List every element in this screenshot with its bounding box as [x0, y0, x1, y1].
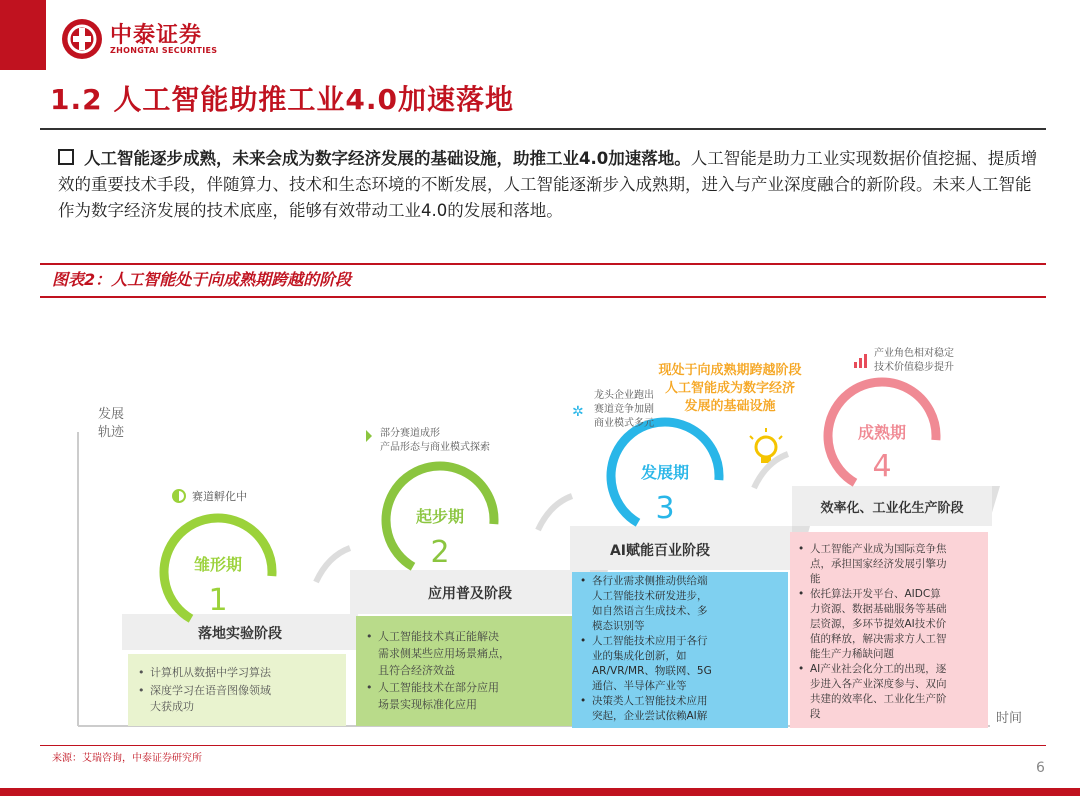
- stage-arrow-1: [316, 548, 350, 582]
- stage-1-name: 雏形期: [193, 555, 243, 574]
- stage-4-step-label: 效率化、工业化生产阶段: [820, 501, 964, 516]
- stage-1-note: 赛道孵化中: [192, 490, 247, 503]
- stage-1-details: • 计算机从数据中学习算法 • 深度学习在语音图像领域 大获成功: [138, 666, 271, 713]
- source-rule: [40, 745, 1046, 746]
- stage-1-group: [122, 489, 365, 726]
- stage-4-details: • 人工智能产业成为国际竞争焦 点，承担国家经济发展引擎功 能 • 依托算法开发平台、AIDC算 力资源、数据基础服务等基础 层资源，多环节提效AI技术价 值的释放，解决需求方人工智 能生产力稀缺问题 • AI产业社会化分工的出现，逐 步进入各产业深度参与、双向 共建的效率化、工业化生产阶 段: [798, 543, 947, 720]
- brand-logo-icon: [62, 19, 102, 59]
- page-number: 6: [1036, 760, 1045, 776]
- stage-3-name: 发展期: [640, 463, 690, 482]
- stage-1-detail-2a: 深度学习在语音图像领域: [150, 684, 271, 697]
- body-paragraph: [58, 146, 1038, 224]
- stage-2-name: 起步期: [415, 507, 465, 526]
- stage-4-group: [790, 346, 1000, 728]
- stage-2-note-1: 部分赛道成形: [380, 428, 440, 439]
- stage-3-step-label: AI赋能百业阶段: [609, 543, 711, 559]
- brand-name: 中泰证券: [110, 23, 203, 48]
- stage-2-note-2: 产品形态与商业模式探索: [380, 442, 490, 453]
- stage-1-detail-2b: 大获成功: [150, 700, 194, 713]
- stage-4-name: 成熟期: [857, 423, 907, 442]
- stage-2-group: [350, 426, 608, 726]
- body-lead: 人工智能逐步成熟，未来会成为数字经济发展的基础设施，助推工业4.0加速落地。: [84, 149, 691, 168]
- highlight-line-3: 发展的基础设施: [684, 399, 776, 414]
- brand-subtitle: ZHONGTAI SECURITIES: [110, 46, 218, 55]
- title-divider: [40, 128, 1046, 130]
- stage-3-note-2: 赛道竞争加剧: [594, 404, 654, 415]
- highlight-line-1: 现处于向成熟期跨越阶段: [658, 363, 802, 378]
- stage-3-details: • 各行业需求侧推动供给端 人工智能技术研发进步， 如自然语言生成技术、多 模态识别等 • 人工智能技术应用于各行 业的集成化创新，如 AR/VR/MR、物联网、5G 通信、半导体产业等 • 决策类人工智能技术应用 突起，企业尝试依赖AI解: [580, 575, 712, 722]
- source-note: 来源：艾瑞咨询，中泰证券研究所: [52, 753, 202, 764]
- stage-1-detail-1a: 计算机从数据中学习算法: [150, 666, 271, 679]
- sparkle-icon: ✲: [572, 404, 584, 420]
- caption-bottom-rule: [40, 296, 1046, 298]
- stage-1-step-label: 落地实验阶段: [198, 626, 282, 642]
- stage-diagram-svg: [60, 320, 1040, 740]
- y-axis-label-1: 发展: [98, 407, 125, 422]
- stage-4-note-1: 产业角色相对稳定: [874, 348, 954, 359]
- highlight-line-2: 人工智能成为数字经济: [664, 381, 796, 396]
- stage-2-details: • 人工智能技术真正能解决 需求侧某些应用场景痛点， 且符合经济效益 • 人工智能技术在部分应用 场景实现标准化应用: [366, 630, 510, 711]
- stage-4-number: 4: [872, 449, 892, 484]
- body-text: 人工智能是助力工业实现数据价值挖掘、提质增效的重要技术手段，伴随算力、技术和生态环境的不断发展，人工智能逐渐步入成熟期，进入与产业深度融合的新阶段。未来人工智能作为数字经济发展的技术底座，能够有效带动工业4.0的发展和落地。: [58, 149, 1038, 220]
- y-axis-label-2: 轨迹: [98, 425, 125, 440]
- page-title: 1.2 人工智能助推工业4.0加速落地: [50, 83, 514, 116]
- stage-arrow-2: [538, 496, 572, 530]
- square-bullet-icon: [58, 149, 74, 165]
- stage-3-number: 3: [655, 491, 675, 526]
- bar-chart-icon: [854, 354, 867, 368]
- stage-2-step-label: 应用普及阶段: [428, 586, 512, 602]
- stage-2-number: 2: [430, 535, 450, 570]
- footer-accent-bar: [0, 788, 1080, 796]
- stage-4-note-2: 技术价值稳步提升: [874, 362, 954, 373]
- caption-top-rule: [40, 263, 1046, 265]
- x-axis-label: 时间: [996, 711, 1023, 726]
- stage-3-note-3: 商业模式多元: [594, 418, 654, 429]
- ai-stage-diagram: [60, 320, 1040, 740]
- header-accent-bar: [0, 0, 46, 70]
- figure-caption: 图表2：人工智能处于向成熟期跨越的阶段: [52, 270, 352, 289]
- triangle-icon: [366, 430, 372, 442]
- stage-1-number: 1: [208, 583, 228, 618]
- stage-3-note-1: 龙头企业跑出: [594, 390, 654, 401]
